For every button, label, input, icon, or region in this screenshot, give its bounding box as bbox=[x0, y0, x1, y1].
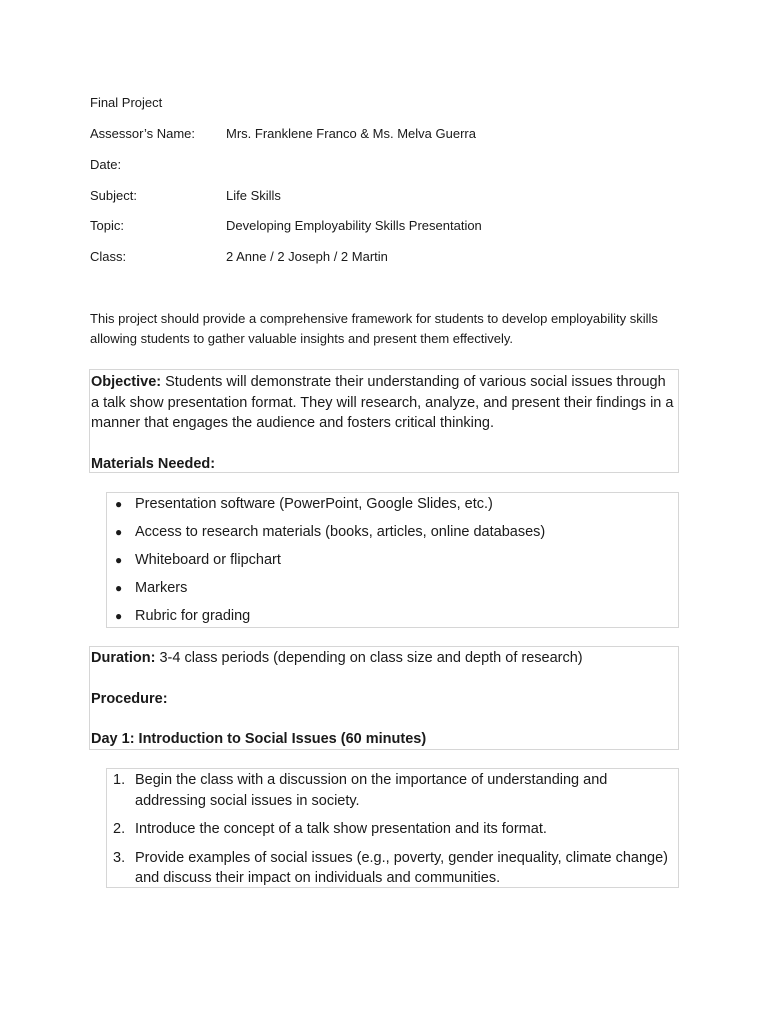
duration-text: 3-4 class periods (depending on class size and depth of research) bbox=[155, 650, 583, 666]
class-value: 2 Anne / 2 Joseph / 2 Martin bbox=[226, 249, 388, 264]
procedure-steps-box bbox=[106, 768, 679, 888]
bullet-icon: ● bbox=[115, 525, 123, 539]
objective-paragraph bbox=[91, 372, 676, 434]
date-label: Date: bbox=[90, 157, 122, 172]
bullet-icon: ● bbox=[115, 609, 123, 623]
duration-label: Duration: bbox=[91, 650, 156, 666]
bullet-icon: ● bbox=[115, 581, 123, 595]
objective-label: Objective: bbox=[91, 374, 162, 390]
list-item: 3. Provide examples of social issues (e.g., poverty, gender inequality, climate change) and discuss their impact on individuals and communities. bbox=[113, 849, 669, 886]
subject-value: Life Skills bbox=[226, 188, 281, 203]
subject-label: Subject: bbox=[90, 188, 137, 203]
topic-label: Topic: bbox=[90, 218, 124, 233]
assessor-label: Assessor’s Name: bbox=[90, 126, 195, 141]
list-item: ● Presentation software (PowerPoint, Google Slides, etc.) bbox=[107, 494, 678, 515]
list-item: ● Whiteboard or flipchart bbox=[107, 550, 678, 571]
materials-list-box bbox=[106, 492, 679, 628]
procedure-steps-list bbox=[107, 770, 678, 889]
list-item: ● Markers bbox=[107, 578, 678, 599]
class-label: Class: bbox=[90, 249, 127, 264]
objective-section bbox=[89, 369, 679, 473]
bullet-icon: ● bbox=[115, 553, 123, 567]
materials-list bbox=[107, 494, 678, 627]
procedure-heading: Procedure: bbox=[91, 690, 168, 707]
topic-value: Developing Employability Skills Presentation bbox=[226, 218, 482, 233]
objective-text: Students will demonstrate their understanding of various social issues through a talk show presentation format. They will research, analyze, and present their findings in a manner that engages the audience and fosters critical thinking. bbox=[91, 374, 674, 431]
list-item: 2. Introduce the concept of a talk show presentation and its format. bbox=[113, 821, 547, 837]
intro-paragraph: This project should provide a comprehensive framework for students to develop employability skills allowing students to gather valuable insights and present them effectively. bbox=[90, 311, 658, 346]
day1-heading: Day 1: Introduction to Social Issues (60 minutes) bbox=[91, 731, 427, 747]
list-item: ● Access to research materials (books, articles, online databases) bbox=[107, 522, 678, 543]
assessor-value: Mrs. Franklene Franco & Ms. Melva Guerra bbox=[226, 126, 476, 141]
duration-paragraph bbox=[91, 648, 676, 669]
list-item: 1. Begin the class with a discussion on the importance of understanding and addressing social issues in society. bbox=[113, 772, 608, 809]
duration-procedure-section bbox=[89, 646, 679, 750]
bullet-icon: ● bbox=[115, 497, 123, 511]
document-title: Final Project bbox=[90, 95, 163, 110]
materials-heading: Materials Needed: bbox=[91, 455, 216, 472]
list-item: ● Rubric for grading bbox=[107, 606, 678, 627]
